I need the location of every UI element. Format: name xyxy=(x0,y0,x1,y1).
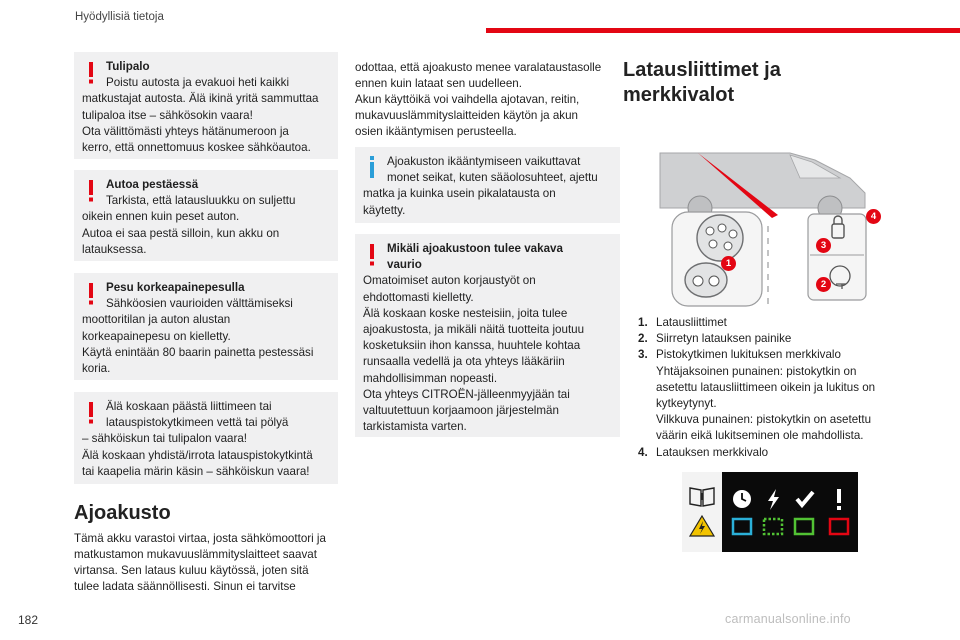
warning-note-battery-damage xyxy=(355,234,620,437)
intro-paragraph xyxy=(355,60,620,140)
note-line: latauksessa. xyxy=(82,242,147,256)
note-line: runsaalla vedellä ja ota yhteys lääkäriin xyxy=(363,355,565,369)
legend-text: Latauksen merkkivalo xyxy=(656,445,769,459)
section-title-line1: Latausliittimet ja xyxy=(623,59,781,81)
callout-badge-1: 1 xyxy=(721,256,736,271)
legend-text: Siirretyn latauksen painike xyxy=(656,332,792,346)
legend-item xyxy=(638,315,898,331)
header-title: Hyödyllisiä tietoja xyxy=(75,11,164,23)
note-line: kosketuksiin ihon kanssa, huuhtele kohtaa xyxy=(363,339,581,353)
legend-sub-line: asetettu latausliittimeen oikein ja lukitus on xyxy=(656,380,876,394)
column-3 xyxy=(623,58,893,108)
legend-sub-line: väärin eikä lukitseminen ole mahdollista. xyxy=(656,429,864,443)
legend-number: 4. xyxy=(638,445,648,459)
body-line: matkustamon mukavuuslämmityslaitteet saavat xyxy=(74,548,317,561)
body-line: odottaa, että ajoakusto menee varalataustasolle xyxy=(355,61,602,74)
note-title: Mikäli ajoakustoon tulee vakava xyxy=(387,242,563,255)
info-icon xyxy=(366,156,378,178)
note-line: Ota välittömästi yhteys hätänumeroon ja xyxy=(82,124,289,138)
callout-badge-4: 4 xyxy=(866,209,881,224)
note-line: Älä koskaan päästä liittimeen tai xyxy=(106,400,272,413)
warning-note-washing xyxy=(74,170,338,261)
indicator-panel xyxy=(682,472,858,552)
note-line: matka ja kuinka usein pikalatausta on xyxy=(363,187,556,201)
body-line: tulee ladata säännöllisesti. Sinun ei tarvitse xyxy=(74,580,296,593)
checkmark-icon xyxy=(797,492,813,505)
info-note-battery-aging xyxy=(355,147,620,223)
note-line: matkustajat autosta. Älä ikinä yritä sammuttaa xyxy=(82,92,319,106)
note-line: Poistu autosta ja evakuoi heti kaikki xyxy=(106,76,290,90)
indicator-box-green-dashed xyxy=(764,519,782,534)
indicator-box-green xyxy=(795,519,813,534)
note-line: moottoritilan ja auton alustan xyxy=(82,313,231,327)
note-line: Älä koskaan yhdistä/irrota latauspistokytkintä xyxy=(82,448,313,462)
body-line: Akun käyttöikä voi vaihdella ajotavan, reitin, xyxy=(355,93,580,106)
warning-note-fire xyxy=(74,52,338,159)
note-line: tulipaloa itse – sähkösokin vaara! xyxy=(82,108,253,122)
note-line: monet seikat, kuten sääolosuhteet, ajettu xyxy=(387,171,598,185)
note-line: – sähköiskun tai tulipalon vaara! xyxy=(82,432,247,446)
note-title: vaurio xyxy=(387,258,422,272)
note-line: Autoa ei saa pestä silloin, kun akku on xyxy=(82,226,280,240)
charging-illustration xyxy=(640,138,890,308)
warning-exclamation-icon xyxy=(366,244,378,266)
note-line: Älä koskaan koske nesteisiin, joita tulee xyxy=(363,306,568,320)
legend-number: 1. xyxy=(638,316,648,329)
warning-note-water-dust xyxy=(74,392,338,484)
indicator-panel-drawing xyxy=(682,472,858,552)
legend-list xyxy=(638,315,898,461)
note-line: valtuutettuun korjaamoon järjestelmän xyxy=(363,404,559,418)
note-line: ehdottomasti kielletty. xyxy=(363,290,474,304)
indicator-box-blue xyxy=(733,519,751,534)
callout-badge-2: 2 xyxy=(816,277,831,292)
legend-text: Latausliittimet xyxy=(656,316,727,329)
note-line: tai kaapelia märin käsin – sähköiskun vaara! xyxy=(82,464,310,478)
lightning-icon xyxy=(768,489,779,510)
section-body xyxy=(74,531,338,595)
legend-sub-line: Vilkkuva punainen: pistokytkin on asetettu xyxy=(656,413,872,427)
legend-item xyxy=(638,331,898,347)
warning-exclamation-icon xyxy=(85,402,97,424)
note-line: mahdollisimman nopeasti. xyxy=(363,371,498,385)
column-2 xyxy=(355,60,620,437)
body-line: ennen kuin lataat sen uudelleen. xyxy=(355,77,522,90)
note-line: Sähköosien vaurioiden välttämiseksi xyxy=(106,297,293,311)
note-line: ajoakustosta, ja mikäli näitä tuotteita joutuu xyxy=(363,323,585,337)
warning-note-pressure-washer xyxy=(74,273,338,380)
note-line: korkeapainepesu on kielletty. xyxy=(82,329,231,343)
clock-icon xyxy=(733,490,751,508)
column-1 xyxy=(74,52,338,595)
body-line: virtansa. Sen lataus kuluu käytössä, joten sitä xyxy=(74,564,309,577)
note-line: Ota yhteys CITROËN-jälleenmyyjään tai xyxy=(363,387,570,401)
legend-number: 3. xyxy=(638,348,648,362)
note-line: Käytä enintään 80 baarin painetta pestessäsi xyxy=(82,345,314,359)
note-title: Pesu korkeapainepesulla xyxy=(106,281,245,294)
section-title-ajoakusto: Ajoakusto xyxy=(74,502,171,524)
section-title-line2: merkkivalot xyxy=(623,84,735,106)
van-and-sockets-drawing xyxy=(640,138,890,308)
note-line: oikein ennen kuin peset auton. xyxy=(82,210,240,224)
indicator-box-red xyxy=(830,519,848,534)
note-line: kerro, että onnettomuus koskee sähköautoa. xyxy=(82,141,311,155)
legend-sub-line: kytkeytynyt. xyxy=(656,397,717,411)
body-line: osien ikääntymisen perusteella. xyxy=(355,125,517,138)
header-accent-bar xyxy=(486,28,960,33)
legend-item xyxy=(638,445,898,461)
note-line: Omatoimiset auton korjaustyöt on xyxy=(363,274,536,288)
callout-badge-3: 3 xyxy=(816,238,831,253)
warning-exclamation-icon xyxy=(85,62,97,84)
watermark: carmanualsonline.info xyxy=(725,612,851,626)
legend-number: 2. xyxy=(638,332,648,346)
warning-exclamation-icon xyxy=(85,283,97,305)
note-line: latauspistokytkimeen vettä tai pölyä xyxy=(106,416,289,430)
note-line: käytetty. xyxy=(363,203,406,217)
exclamation-icon xyxy=(837,489,841,510)
note-title: Autoa pestäessä xyxy=(106,178,199,191)
page-number: 182 xyxy=(18,613,39,627)
legend-text: Pistokytkimen lukituksen merkkivalo xyxy=(656,348,841,362)
note-line: koria. xyxy=(82,362,111,376)
note-line: Tarkista, että latausluukku on suljettu xyxy=(106,194,296,208)
note-title: Tulipalo xyxy=(106,60,150,73)
warning-exclamation-icon xyxy=(85,180,97,202)
note-line: tarkistamista varten. xyxy=(363,420,467,434)
legend-sub-line: Yhtäjaksoinen punainen: pistokytkin on xyxy=(656,364,857,378)
body-line: Tämä akku varastoi virtaa, josta sähkömoottori ja xyxy=(74,532,326,545)
body-line: mukavuuslämmityslaitteiden käytön ja akun xyxy=(355,109,578,122)
legend-item xyxy=(638,347,898,363)
note-line: Ajoakuston ikääntymiseen vaikuttavat xyxy=(387,155,581,168)
